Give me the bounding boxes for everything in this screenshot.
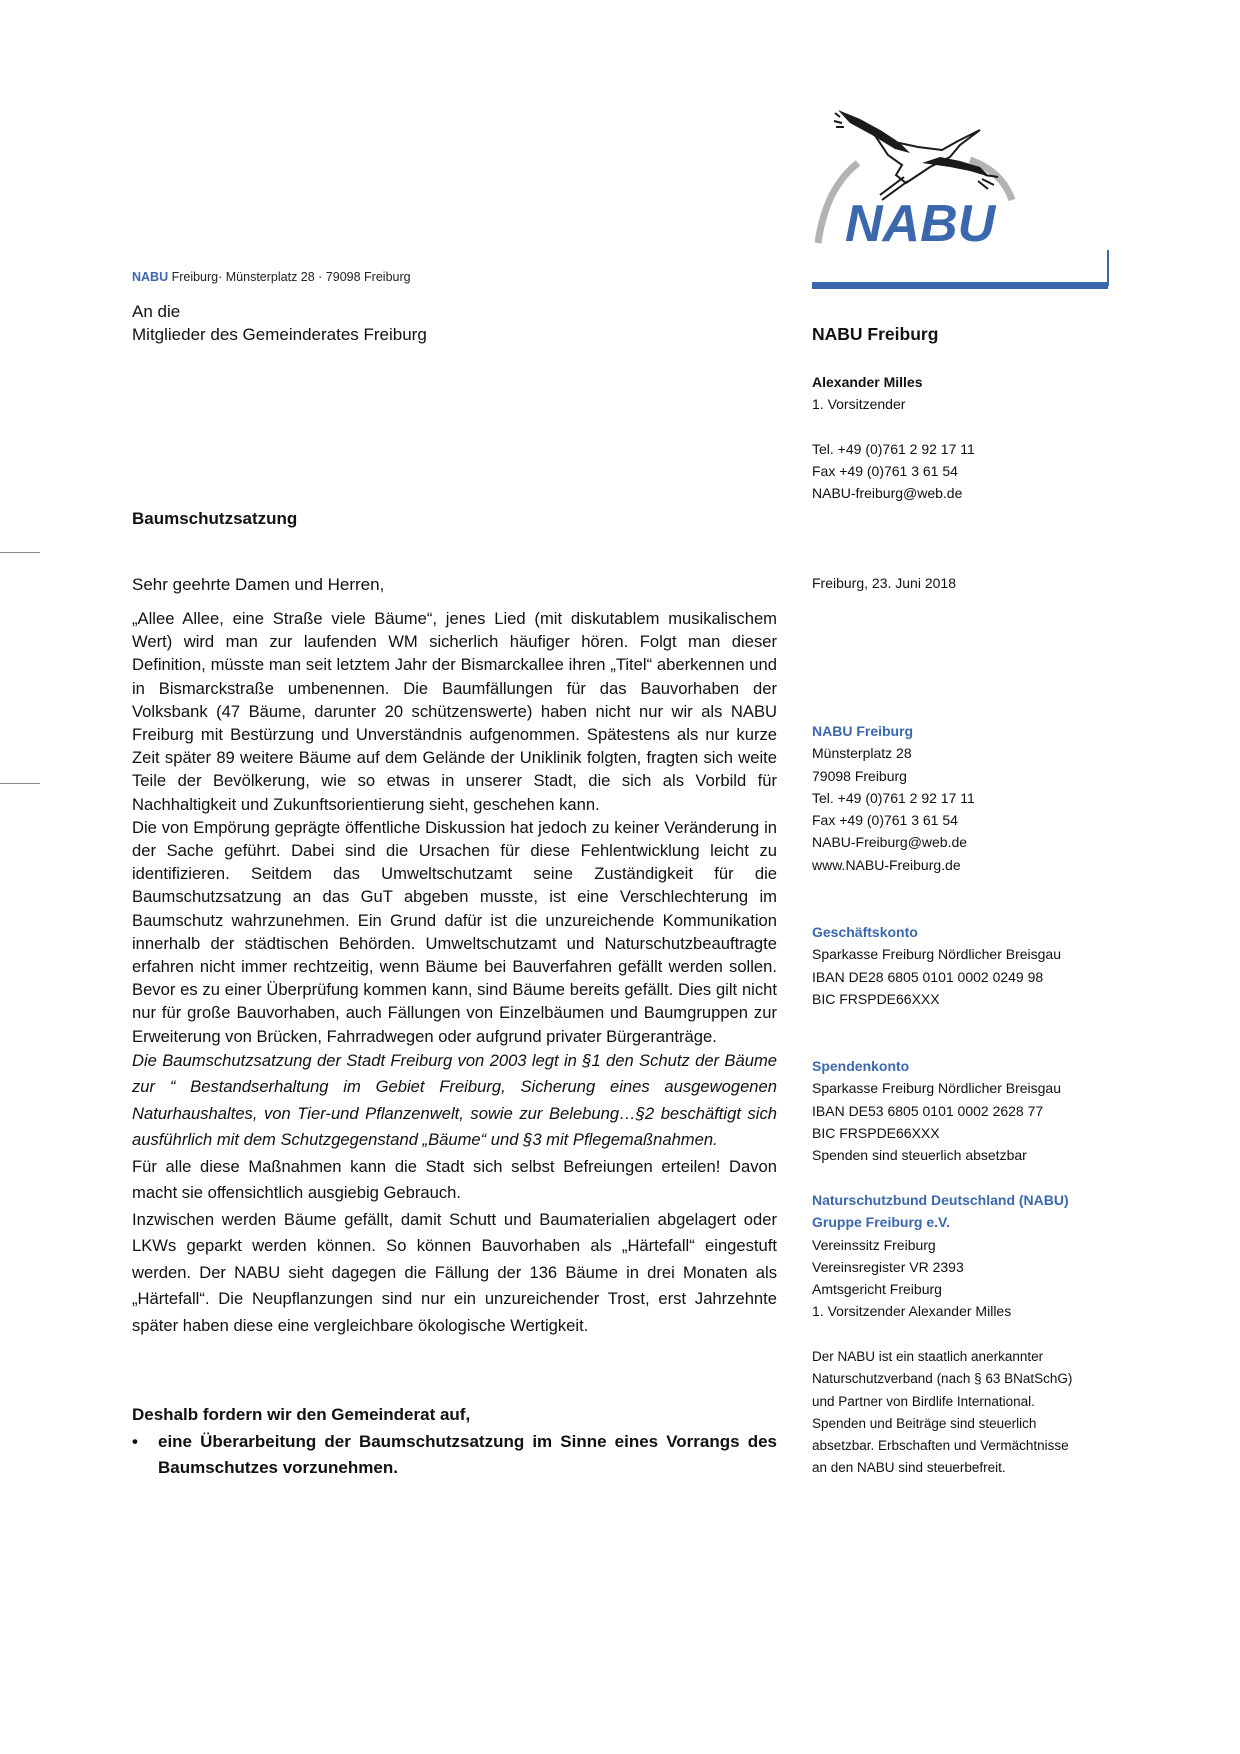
letter-subject: Baumschutzsatzung — [132, 509, 298, 528]
business-account-line: Sparkasse Freiburg Nördlicher Breisgau — [812, 946, 1061, 963]
sidebar-disclaimer — [812, 1346, 1072, 1480]
recipient-line-1: An die — [132, 302, 181, 321]
letter-date: Freiburg, 23. Juni 2018 — [812, 575, 956, 591]
business-account-line: BIC FRSPDE66XXX — [812, 990, 940, 1007]
recipient-line-2: Mitglieder des Gemeinderates Freiburg — [132, 325, 427, 344]
disclaimer-line: Der NABU ist ein staatlich anerkannter — [812, 1349, 1044, 1364]
body-paragraph-2: Die von Empörung geprägte öffentliche Diskussion hat jedoch zu keiner Veränderung in der Sache geführt. Dabei sind die Ursachen für diese Fehlentwicklung leicht zu identifizieren. Seitdem das Umweltschutzamt seine Zuständigkeit für die Baumschutzsatzung an das GuT abgeben musste, ist eine Verschlechterung im Baumschutz wahrzunehmen. Ein Grund dafür ist die unzureichende Kommunikation innerhalb der städtischen Behörden. Umweltschutzamt und Naturschutzbeauftragte erfahren nicht immer rechtzeitig, wenn Bäume bei Bauverfahren gefällt werden sollen. Bevor es zu einer Überprüfung kommen kann, sind Bäume bereits gefällt. Dies gilt nicht nur für große Bauvorhaben, auch Fällungen von Einzelbäumen und Baumgruppen zur Erweiterung von Brücken, Fahrradwegen oder aufgrund privater Bürgeranträge. — [132, 817, 777, 1046]
disclaimer-line: Spenden und Beiträge sind steuerlich — [812, 1415, 1037, 1431]
sidebar-address — [812, 720, 975, 876]
sidebar-address-line: 79098 Freiburg — [812, 767, 907, 784]
sidebar-address-line: Tel. +49 (0)761 2 92 17 11 — [812, 789, 975, 806]
sidebar-address-title: NABU Freiburg — [812, 723, 914, 739]
letter-body — [132, 607, 777, 1339]
sidebar-association — [812, 1189, 1069, 1323]
sidebar-address-line: Fax +49 (0)761 3 61 54 — [812, 812, 958, 829]
donation-account-line: BIC FRSPDE66XXX — [812, 1124, 940, 1141]
disclaimer-line: absetzbar. Erbschaften und Vermächtnisse — [812, 1438, 1069, 1454]
sidebar-address-line: Münsterplatz 28 — [812, 745, 912, 762]
association-line: Vereinsregister VR 2393 — [812, 1258, 964, 1275]
body-paragraph-5: Inzwischen werden Bäume gefällt, damit Schutt und Baumaterialien abgelagert oder LKWs geparkt werden können. So können Bauvorhaben als „Härtefall“ eingestuft werden. Der NABU sieht dagegen die Fällung der 136 Bäume in drei Monaten als „Härtefall“. Die Neupflanzungen sind nur ein unzureichender Trost, erst Jahrzehnte später haben diese eine vergleichbare ökologische Wertigkeit. — [132, 1209, 777, 1335]
sidebar-email[interactable]: NABU-Freiburg@web.de — [812, 834, 968, 851]
sidebar-business-account — [812, 921, 1061, 1010]
donation-account-line: Sparkasse Freiburg Nördlicher Breisgau — [812, 1080, 1061, 1097]
header-rule — [812, 282, 1108, 289]
sidebar-website[interactable]: www.NABU-Freiburg.de — [812, 856, 961, 873]
contact-fax: Fax +49 (0)761 3 61 54 — [812, 462, 958, 479]
fold-mark-top — [0, 552, 40, 553]
salutation: Sehr geehrte Damen und Herren, — [132, 575, 385, 594]
stork-icon — [810, 105, 1025, 250]
contact-block — [812, 371, 975, 504]
contact-name: Alexander Milles — [812, 374, 923, 390]
body-paragraph-3-quote: Die Baumschutzsatzung der Stadt Freiburg von 2003 legt in §1 den Schutz der Bäume zur “ Bestandserhaltung im Gebiet Freiburg, Sicherung eines ausgewogenen Naturhaushaltes, von Tier-und Pflanzenwelt, sowie zur Belebung…§2 beschäftigt sich ausführlich mit dem Schutzgegenstand „Bäume“ und §3 mit Pflegemaßnahmen. — [132, 1050, 777, 1150]
disclaimer-line: und Partner von Birdlife International. — [812, 1393, 1035, 1409]
recipient-block — [132, 300, 427, 346]
demand-item — [132, 1429, 777, 1482]
sender-brand: NABU — [132, 270, 169, 284]
bullet-icon: • — [132, 1431, 138, 1451]
sender-address: Freiburg· Münsterplatz 28 · 79098 Freiburg — [168, 270, 411, 284]
disclaimer-line: an den NABU sind steuerbefreit. — [812, 1460, 1006, 1476]
donation-account-line: Spenden sind steuerlich absetzbar — [812, 1147, 1027, 1164]
edge-mark — [1107, 250, 1109, 286]
business-account-line: IBAN DE28 6805 0101 0002 0249 98 — [812, 968, 1044, 985]
svg-text:NABU: NABU — [845, 195, 996, 250]
donation-account-title: Spendenkonto — [812, 1058, 910, 1074]
demand-item-text: eine Überarbeitung der Baumschutzsatzung im Sinne eines Vorrangs des Baumschutzes vorzunehmen. — [158, 1431, 777, 1477]
demand-intro: Deshalb fordern wir den Gemeinderat auf, — [132, 1405, 471, 1424]
association-title-1: Naturschutzbund Deutschland (NABU) — [812, 1192, 1069, 1208]
demand-section — [132, 1402, 777, 1482]
body-paragraph-1: „Allee Allee, eine Straße viele Bäume“, jenes Lied (mit diskutablem musikalischem Wert) wird man zur laufenden WM sicherlich häufiger hören. Folgt man dieser Definition, müsste man seit letztem Jahr der Bismarckallee ihren „Titel“ aberkennen und in Bismarckstraße umbenennen. Die Baumfällungen für das Bauvorhaben der Volksbank (47 Bäume, darunter 20 schützenswerte) haben nicht nur wir als NABU Freiburg mit Bestürzung und Unverständnis aufgenommen. Spätestens als nur kurze Zeit später 89 weitere Bäume auf dem Gelände der Uniklinik folgten, fragten sich weite Teile der Bevölkerung, wie so etwas in unserer Stadt, die sich als Vorbild für Nachhaltigkeit und Zukunftsorientierung sieht, geschehen kann. — [132, 609, 777, 814]
contact-tel: Tel. +49 (0)761 2 92 17 11 — [812, 440, 975, 457]
business-account-title: Geschäftskonto — [812, 924, 918, 940]
donation-account-line: IBAN DE53 6805 0101 0002 2628 77 — [812, 1102, 1044, 1119]
association-title-2: Gruppe Freiburg e.V. — [812, 1214, 950, 1231]
demand-list — [132, 1429, 777, 1482]
nabu-logo — [810, 105, 1025, 250]
contact-email[interactable]: NABU-freiburg@web.de — [812, 485, 963, 502]
contact-org-title: NABU Freiburg — [812, 324, 939, 344]
association-line: 1. Vorsitzender Alexander Milles — [812, 1303, 1012, 1320]
sender-return-address — [132, 270, 411, 284]
contact-role: 1. Vorsitzender — [812, 396, 906, 413]
sidebar-donation-account — [812, 1055, 1061, 1166]
association-line: Amtsgericht Freiburg — [812, 1281, 942, 1298]
association-line: Vereinssitz Freiburg — [812, 1236, 936, 1253]
fold-mark-middle — [0, 783, 40, 784]
body-paragraph-4: Für alle diese Maßnahmen kann die Stadt sich selbst Befreiungen erteilen! Davon macht sie offensichtlich ausgiebig Gebrauch. — [132, 1156, 777, 1203]
disclaimer-line: Naturschutzverband (nach § 63 BNatSchG) — [812, 1371, 1073, 1387]
